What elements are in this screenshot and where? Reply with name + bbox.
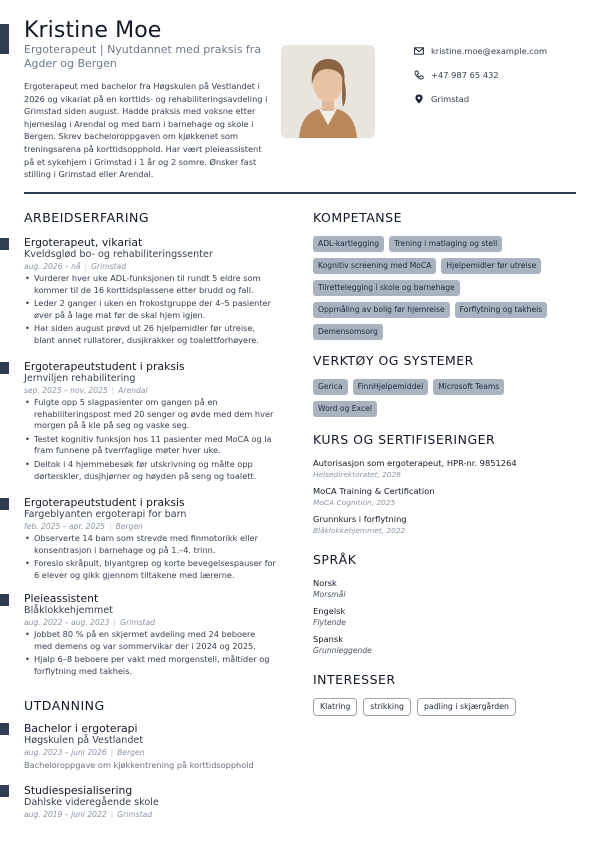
course-entry bbox=[313, 486, 577, 508]
contact-location bbox=[414, 94, 469, 104]
language-entry bbox=[313, 606, 346, 628]
course-issuer: Blåklokkehjemmet, 2022 bbox=[313, 526, 406, 535]
interest-pill: strikking bbox=[363, 698, 411, 716]
job-place: Grimstad bbox=[120, 618, 155, 627]
tool-tag: Word og Excel bbox=[313, 401, 377, 417]
header-divider bbox=[24, 192, 576, 194]
experience-entry bbox=[24, 236, 276, 349]
job-meta: aug. 2026 – nå | Grimstad bbox=[24, 262, 127, 271]
section-title-tools: VERKTØY OG SYSTEMER bbox=[313, 353, 474, 368]
job-organization: Blåklokkehjemmet bbox=[24, 605, 113, 616]
language-name: Norsk bbox=[313, 578, 337, 588]
job-dates: feb. 2025 – apr. 2025 bbox=[24, 522, 105, 531]
job-title: Pleieassistent bbox=[24, 592, 99, 605]
job-bullet: • Jobbet 80 % på en skjermet avdeling med 24 beboere med demens og var sommervikar der i 2024 og 2025. bbox=[24, 629, 276, 652]
job-title: Ergoterapeutstudent i praksis bbox=[24, 360, 185, 373]
education-entry bbox=[24, 784, 276, 821]
contact-email-text: kristine.moe@example.com bbox=[431, 46, 548, 56]
school-name: Dahlske videregående skole bbox=[24, 797, 159, 808]
tool-tag: FinnHjelpemiddel bbox=[353, 379, 429, 395]
contact-email[interactable] bbox=[414, 46, 547, 56]
job-title: Ergoterapeutstudent i praksis bbox=[24, 496, 185, 509]
interest-pill: padling i skjærgården bbox=[417, 698, 516, 716]
job-place: Grimstad bbox=[91, 262, 127, 271]
envelope-icon bbox=[414, 46, 424, 56]
job-bullet: • Observerte 14 barn som strevde med finmotorikk eller konsentrasjon i barnehage og på 1.–4. trinn. bbox=[24, 533, 276, 556]
skill-tag: Trening i matlaging og stell bbox=[389, 236, 502, 252]
job-bullet: • Deltok i 4 hjemmebesøk før utskrivning og målte opp dørterskler, dusjhjørner og høyden på seng og toalett. bbox=[24, 459, 276, 482]
job-meta: feb. 2025 – apr. 2025 | Bergen bbox=[24, 522, 143, 531]
education-place: Grimstad bbox=[117, 810, 153, 819]
section-title-interests: INTERESSER bbox=[313, 672, 396, 687]
skill-tag: Forflytning og takheis bbox=[455, 302, 548, 318]
tools-list bbox=[313, 379, 577, 423]
job-bullet: • Fulgte opp 5 slagpasienter om gangen på en rehabiliteringspost med 20 senger og øvde med dem hver morgen på å kle på seg og vaske seg. bbox=[24, 397, 276, 432]
language-entry bbox=[313, 634, 372, 656]
skill-tag: Oppmåling av bolig før hjemreise bbox=[313, 302, 450, 318]
job-bullet: • Vurderer hver uke ADL-funksjonen til rundt 5 eldre som kommer til de 16 korttidsplassene etter brudd og fall. bbox=[24, 273, 276, 296]
education-place: Bergen bbox=[117, 748, 145, 757]
language-level: Flytende bbox=[313, 618, 346, 627]
job-bullet: • Hjalp 6–8 beboere per vakt med morgenstell, måltider og forflytning med takheis. bbox=[24, 654, 276, 677]
tool-tag: Microsoft Teams bbox=[433, 379, 504, 395]
education-dates: aug. 2023 – juni 2026 bbox=[24, 748, 107, 757]
phone-icon bbox=[414, 70, 424, 80]
skill-tag: Demensomsorg bbox=[313, 324, 383, 340]
section-title-experience: ARBEIDSERFARING bbox=[24, 210, 150, 225]
course-name: Grunnkurs i forflytning bbox=[313, 514, 407, 524]
course-issuer: MoCA Cognition, 2025 bbox=[313, 498, 396, 507]
language-name: Engelsk bbox=[313, 606, 346, 616]
job-organization: Kveldsglød bo- og rehabiliteringssenter bbox=[24, 249, 213, 260]
course-entry bbox=[313, 458, 577, 480]
job-dates: aug. 2022 – aug. 2023 bbox=[24, 618, 110, 627]
job-bullet: • Testet kognitiv funksjon hos 11 pasienter med MoCA og la fram funnene på tverrfaglige møter hver uke. bbox=[24, 434, 276, 457]
education-meta: aug. 2019 – juni 2022 | Grimstad bbox=[24, 810, 153, 819]
skill-tag: Tilrettelegging i skole og barnehage bbox=[313, 280, 460, 296]
job-place: Bergen bbox=[115, 522, 143, 531]
tool-tag: Gerica bbox=[313, 379, 348, 395]
profile-photo bbox=[281, 45, 375, 138]
profile-summary: Ergoterapeut med bachelor fra Høgskulen på Vestlandet i 2026 og vikariat på en korttids- og rehabiliteringsavdeling i Grimstad siden august. Hadde praksis med voksne etter hjerneslag i Arendal og med barn i barnehage og skole i Bergen. Skrev bacheloroppgaven om kjøkkenet som treningsarena på korttidsopphold. Har vært pleieassistent på et sykehjem i Grimstad i 1 år og 2 somre. Ønsker fast stilling i Grimstad eller Arendal. bbox=[24, 81, 268, 180]
course-name: MoCA Training & Certification bbox=[313, 486, 435, 496]
education-note: Bacheloroppgave om kjøkkentrening på korttidsopphold bbox=[24, 760, 254, 770]
section-accent-bar bbox=[0, 785, 9, 797]
job-dates: aug. 2026 – nå bbox=[24, 262, 81, 271]
course-entry bbox=[313, 514, 577, 536]
contact-location-text: Grimstad bbox=[431, 94, 470, 104]
job-bullet: • Leder 2 ganger i uken en frokostgruppe der 4–5 pasienter øver på å lage mat før de skal hjem igjen. bbox=[24, 298, 276, 321]
job-organization: Fargeblyanten ergoterapi for barn bbox=[24, 509, 187, 520]
interests-list bbox=[313, 698, 522, 716]
job-organization: Jernviljen rehabilitering bbox=[24, 373, 136, 384]
section-title-courses: KURS OG SERTIFISERINGER bbox=[313, 432, 496, 447]
language-level: Morsmål bbox=[313, 590, 346, 599]
language-level: Grunnleggende bbox=[313, 646, 372, 655]
map-pin-icon bbox=[414, 94, 424, 104]
degree-title: Bachelor i ergoterapi bbox=[24, 722, 138, 735]
course-issuer: Helsedirektoratet, 2026 bbox=[313, 470, 402, 479]
contact-phone[interactable] bbox=[414, 70, 499, 80]
person-name: Kristine Moe bbox=[24, 18, 162, 43]
education-meta: aug. 2023 – juni 2026 | Bergen bbox=[24, 748, 145, 757]
skill-tag: Kognitiv screening med MoCA bbox=[313, 258, 436, 274]
skill-tag: ADL-kartlegging bbox=[313, 236, 384, 252]
job-bullet: • Har siden august prøvd ut 26 hjelpemidler før utreise, blant annet rullatorer, dusjkrakker og toalettforhøyere. bbox=[24, 323, 276, 346]
skill-tag: Hjelpemidler før utreise bbox=[441, 258, 541, 274]
experience-entry bbox=[24, 592, 276, 679]
job-dates: sep. 2025 – nov. 2025 bbox=[24, 386, 108, 395]
language-name: Spansk bbox=[313, 634, 344, 644]
education-entry bbox=[24, 722, 276, 771]
section-accent-bar bbox=[0, 498, 9, 510]
section-accent-bar bbox=[0, 362, 9, 374]
section-accent-bar bbox=[0, 594, 9, 606]
section-title-skills: KOMPETANSE bbox=[313, 210, 402, 225]
interest-pill: Klatring bbox=[313, 698, 357, 716]
school-name: Høgskulen på Vestlandet bbox=[24, 735, 144, 746]
job-meta: sep. 2025 – nov. 2025 | Arendal bbox=[24, 386, 148, 395]
job-place: Arendal bbox=[118, 386, 148, 395]
job-title: Ergoterapeut, vikariat bbox=[24, 236, 143, 249]
experience-entry bbox=[24, 360, 276, 484]
profile-subtitle: Ergoterapeut | Nyutdannet med praksis fra Agder og Bergen bbox=[24, 43, 262, 70]
section-accent-bar bbox=[0, 723, 9, 735]
degree-title: Studiespesialisering bbox=[24, 784, 133, 797]
job-bullet: • Foreslo skråpult, blyantgrep og korte bevegelsespauser for 6 elever og gikk gjennom tiltakene med lærerne. bbox=[24, 558, 276, 581]
language-entry bbox=[313, 578, 345, 600]
experience-entry bbox=[24, 496, 276, 583]
section-title-education: UTDANNING bbox=[24, 698, 105, 713]
education-dates: aug. 2019 – juni 2022 bbox=[24, 810, 107, 819]
skills-list bbox=[313, 236, 577, 346]
section-title-languages: SPRÅK bbox=[313, 552, 357, 567]
header-accent-bar bbox=[0, 24, 9, 54]
course-name: Autorisasjon som ergoterapeut, HPR-nr. 9851264 bbox=[313, 458, 517, 468]
section-accent-bar bbox=[0, 238, 9, 250]
job-meta: aug. 2022 – aug. 2023 | Grimstad bbox=[24, 618, 155, 627]
contact-phone-text: +47 987 65 432 bbox=[431, 70, 499, 80]
